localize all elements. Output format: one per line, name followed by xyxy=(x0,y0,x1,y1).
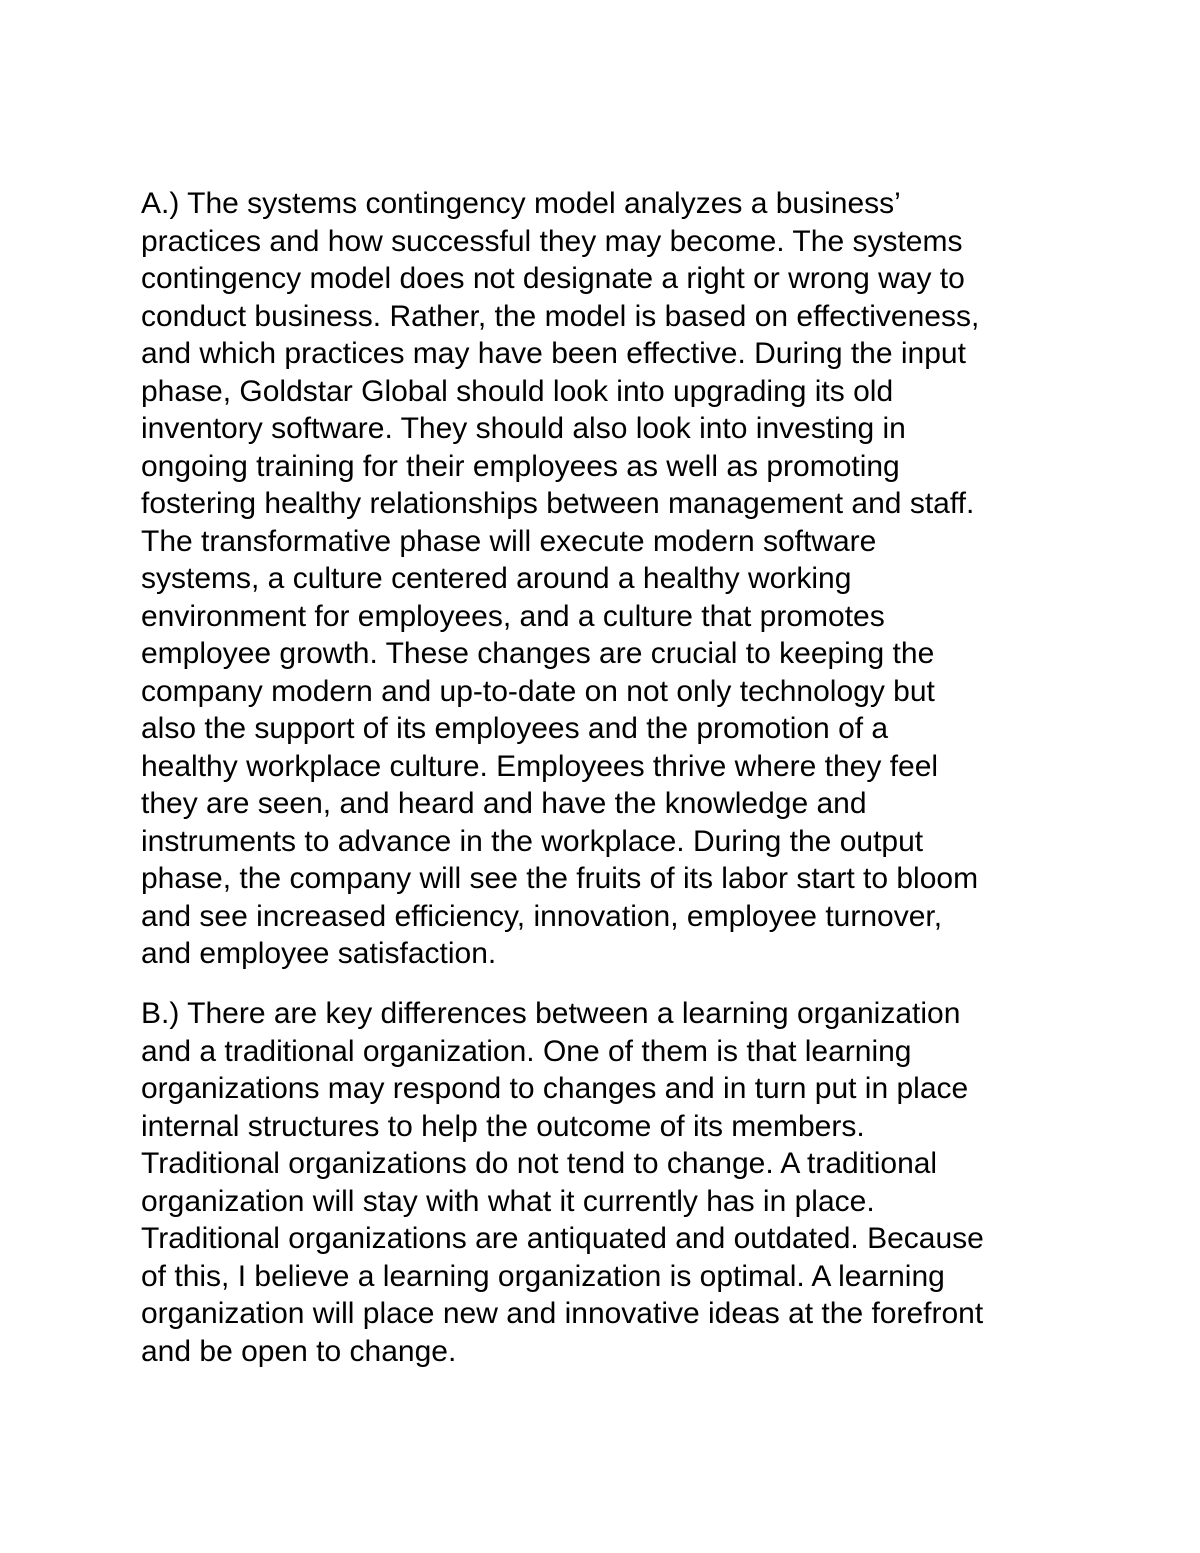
text-line: and which practices may have been effective. During the input xyxy=(141,337,966,370)
paragraph-b xyxy=(141,995,1081,1370)
text-line: of this, I believe a learning organization is optimal. A learning xyxy=(141,1259,945,1293)
text-line: contingency model does not designate a right or wrong way to xyxy=(141,262,965,295)
text-line: company modern and up-to-date on not only technology but xyxy=(141,674,935,708)
text-line: and employee satisfaction. xyxy=(141,937,497,970)
text-line: they are seen, and heard and have the knowledge and xyxy=(141,787,867,820)
text-line: also the support of its employees and the promotion of a xyxy=(141,712,889,745)
text-line: inventory software. They should also look into investing in xyxy=(141,412,906,445)
text-line: Traditional organizations are antiquated and outdated. Because xyxy=(141,1222,984,1255)
text-line: phase, Goldstar Global should look into upgrading its old xyxy=(141,374,894,408)
text-line: organization will place new and innovative ideas at the forefront xyxy=(141,1297,984,1330)
text-line: conduct business. Rather, the model is based on effectiveness, xyxy=(141,299,980,333)
text-line: ongoing training for their employees as well as promoting xyxy=(141,449,900,483)
text-line: environment for employees, and a culture that promotes xyxy=(141,599,885,633)
text-line: systems, a culture centered around a healthy working xyxy=(141,562,852,595)
text-line: internal structures to help the outcome of its members. xyxy=(141,1109,865,1143)
text-line: and be open to change. xyxy=(141,1334,457,1368)
text-line: organizations may respond to changes and in turn put in place xyxy=(141,1072,969,1105)
text-line: healthy workplace culture. Employees thrive where they feel xyxy=(141,749,939,783)
text-line: Traditional organizations do not tend to change. A traditional xyxy=(141,1147,938,1180)
text-line: practices and how successful they may become. The systems xyxy=(141,224,963,258)
text-line: phase, the company will see the fruits of its labor start to bloom xyxy=(141,862,979,895)
text-line: and see increased efficiency, innovation, employee turnover, xyxy=(141,899,943,933)
text-line: and a traditional organization. One of them is that learning xyxy=(141,1034,912,1068)
text-line: employee growth. These changes are crucial to keeping the xyxy=(141,637,935,670)
text-line: A.) The systems contingency model analyzes a business’ xyxy=(141,187,901,220)
text-line: fostering healthy relationships between management and staff. xyxy=(141,487,975,520)
text-line: The transformative phase will execute modern software xyxy=(141,524,877,558)
paragraph-a xyxy=(141,185,1081,973)
text-line: B.) There are key differences between a learning organization xyxy=(141,997,961,1030)
text-line: organization will stay with what it currently has in place. xyxy=(141,1184,875,1218)
text-line: instruments to advance in the workplace. During the output xyxy=(141,824,924,858)
